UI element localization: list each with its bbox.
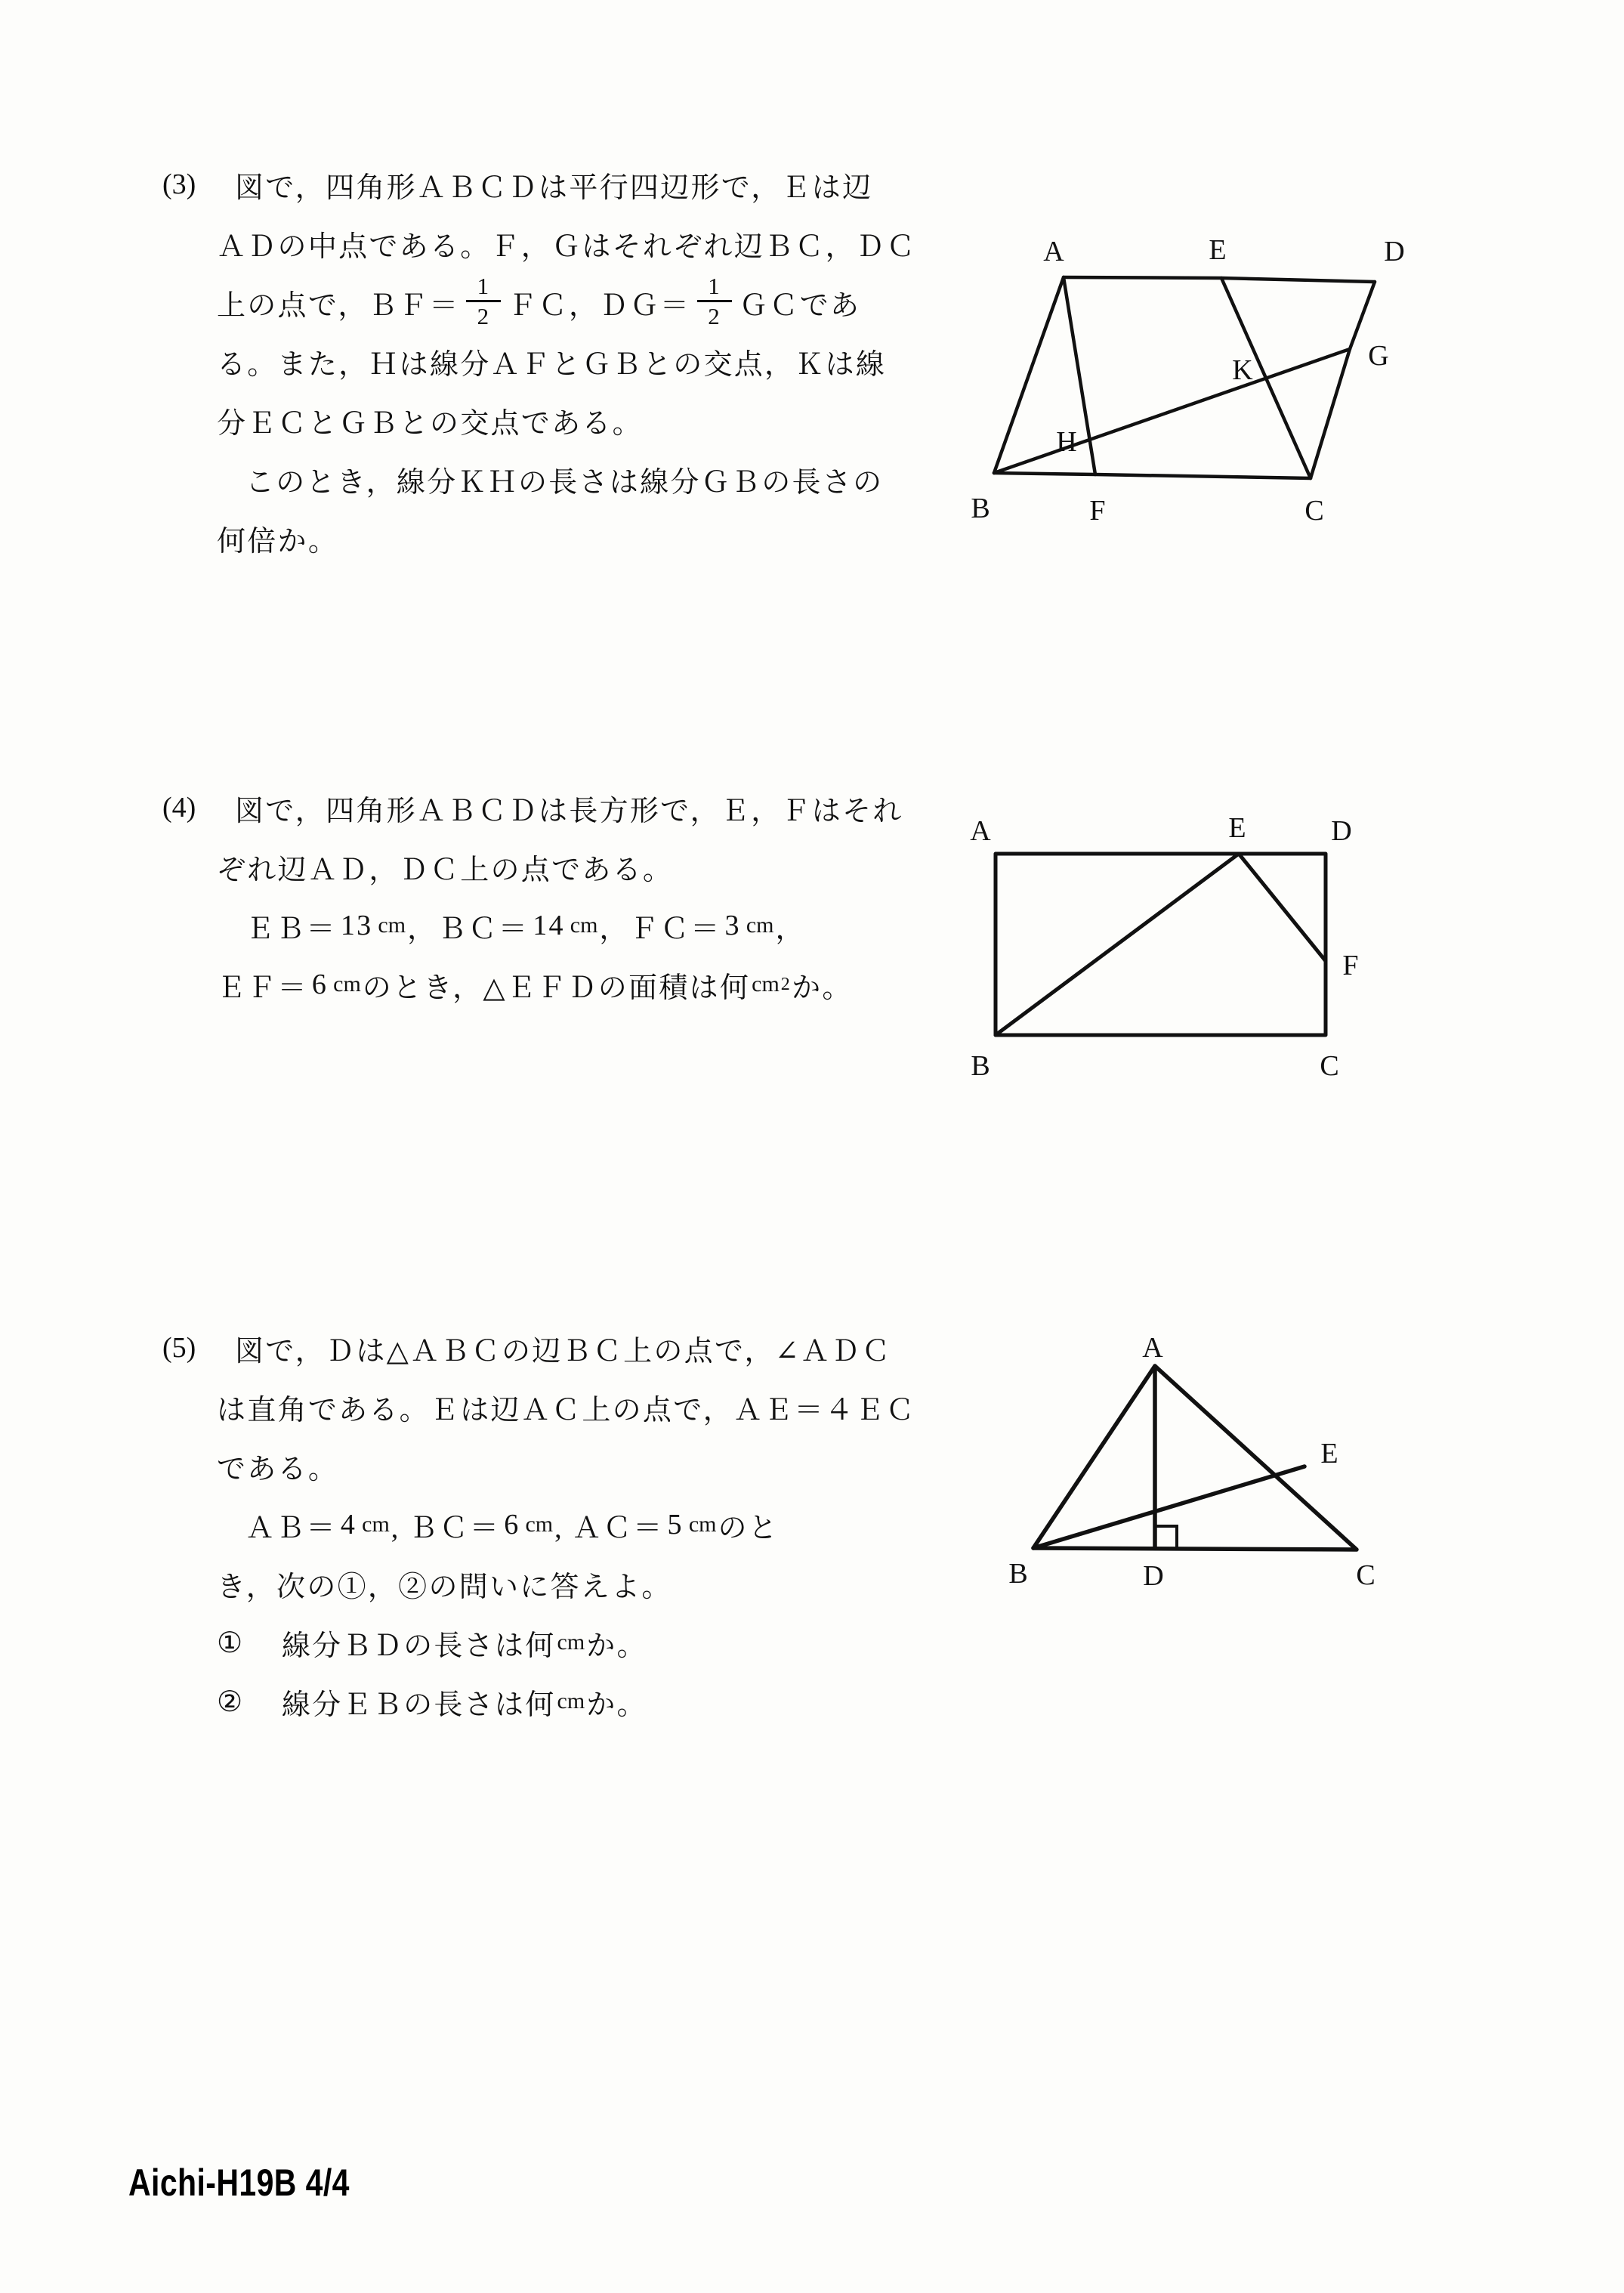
- fraction-one-half: [466, 274, 501, 328]
- text-segment: ぞれ辺ＡＤ，ＤＣ上の点である。: [217, 854, 674, 886]
- text-segment: か。: [586, 1630, 647, 1662]
- value-bc: 14: [533, 910, 565, 941]
- right-angle-mark: [1155, 1526, 1177, 1548]
- unit-cm: cm: [333, 972, 361, 997]
- label-A: A: [1142, 1332, 1163, 1364]
- rectangle-strokes: [996, 854, 1326, 1035]
- fraction-bar: [697, 300, 732, 302]
- fraction-denominator: 2: [708, 302, 722, 329]
- problem-3-line-7: [162, 508, 925, 567]
- value-bc: 6: [504, 1509, 520, 1541]
- fraction-numerator: 1: [708, 272, 722, 299]
- parallelogram-figure: [952, 219, 1435, 536]
- text-segment: のと: [718, 1512, 780, 1544]
- label-C: C: [1304, 495, 1324, 527]
- text-segment: このとき，線分ＫＨの長さは線分ＧＢの長さの: [245, 466, 884, 499]
- label-D: D: [1143, 1560, 1164, 1592]
- segment-GB: [994, 349, 1350, 473]
- problem-5-line-3: [162, 1436, 925, 1495]
- text-segment: 線分ＢＤの長さは何: [282, 1630, 556, 1662]
- fraction-denominator: 2: [477, 302, 491, 329]
- edge-BA: [994, 277, 1064, 473]
- label-E: E: [1320, 1438, 1338, 1469]
- problem-5-line-4: [162, 1495, 925, 1554]
- problem-5-line-2: [162, 1377, 925, 1436]
- problem-3-text: [162, 155, 925, 567]
- unit-cm: cm: [752, 972, 780, 997]
- label-D: D: [1384, 236, 1405, 267]
- problem-3-line-3: [162, 273, 925, 332]
- label-B: B: [1008, 1558, 1028, 1590]
- rect-ABCD: [996, 854, 1326, 1035]
- unit-cm: cm: [378, 913, 406, 938]
- value-ab: 4: [340, 1509, 357, 1541]
- value-eb: 13: [340, 910, 373, 941]
- problem-3-line-4: [162, 332, 925, 391]
- unit-cm: cm: [557, 1630, 585, 1655]
- problem-5-text: [162, 1318, 925, 1731]
- fraction-one-half: [697, 274, 732, 328]
- text-segment: 線分ＥＢの長さは何: [282, 1689, 556, 1721]
- text-segment: 分ＥＣとＧＢとの交点である。: [217, 407, 643, 440]
- problem-5-line-5: [162, 1554, 925, 1613]
- label-A: A: [1043, 236, 1064, 267]
- text-segment: ，: [775, 913, 806, 945]
- label-D: D: [1331, 815, 1352, 847]
- problem-4-line-1: [162, 778, 925, 837]
- triangle-figure: [974, 1332, 1428, 1592]
- text-segment: である。: [217, 1453, 339, 1485]
- unit-cm: cm: [570, 913, 598, 938]
- text-segment: ＡＤの中点である。Ｆ，Ｇはそれぞれ辺ＢＣ，ＤＣ: [217, 230, 917, 263]
- rectangle-figure: [952, 808, 1405, 1096]
- text-segment: は直角である。Ｅは辺ＡＣ上の点で，ＡＥ＝４ＥＣ: [217, 1394, 916, 1426]
- problem-5-line-1: [162, 1318, 925, 1377]
- edge-CB: [994, 473, 1311, 478]
- text-segment: か。: [586, 1689, 647, 1721]
- label-B: B: [971, 1050, 990, 1082]
- problem-4-line-4: ＥＦ＝ 6 cm のとき，△ＥＦＤの面積は何 cm 2 か。: [162, 955, 925, 1014]
- text-segment: 図で，Ｄは△ＡＢＣの辺ＢＣ上の点で，∠ＡＤＣ: [235, 1335, 892, 1367]
- problem-5-sub-2: [162, 1672, 925, 1731]
- label-G: G: [1368, 340, 1389, 372]
- label-C: C: [1320, 1050, 1339, 1082]
- problem-5-marker: (5): [162, 1332, 196, 1364]
- triangle-labels: [1008, 1332, 1375, 1592]
- sub-question-1-marker: ①: [217, 1627, 243, 1659]
- label-K: K: [1232, 354, 1253, 386]
- label-A: A: [970, 815, 991, 847]
- problem-4-text: [162, 778, 925, 1014]
- fraction-numerator: 1: [477, 272, 491, 299]
- text-segment: 何倍か。: [217, 525, 339, 558]
- label-H: H: [1056, 426, 1077, 458]
- edge-AD: [1064, 277, 1375, 282]
- unit-cm: cm: [525, 1512, 554, 1537]
- label-B: B: [971, 493, 990, 524]
- unit-cm: cm: [746, 913, 774, 938]
- text-segment: 上の点で，ＢＦ＝: [217, 289, 460, 322]
- value-ac: 5: [667, 1509, 684, 1541]
- text-segment: ＧＣであ: [739, 289, 861, 322]
- text-segment: き，次の①，②の問いに答えよ。: [217, 1571, 672, 1603]
- unit-cm: cm: [362, 1512, 390, 1537]
- label-F: F: [1089, 495, 1106, 527]
- label-E: E: [1209, 234, 1227, 266]
- unit-cm: cm: [557, 1689, 585, 1714]
- text-segment: 図で，四角形ＡＢＣＤは平行四辺形で，Ｅは辺: [235, 172, 873, 204]
- text-segment: る。また，Ｈは線分ＡＦとＧＢとの交点，Ｋは線: [217, 348, 887, 381]
- edge-DC: [1311, 282, 1375, 478]
- text-segment: ，ＦＣ＝: [599, 913, 721, 945]
- problem-3-line-2: [162, 214, 925, 273]
- text-segment: 図で，四角形ＡＢＣＤは長方形で，Ｅ，Ｆはそれ: [235, 795, 903, 827]
- problem-5-sub-1: [162, 1613, 925, 1672]
- problem-4-line-3: [162, 896, 925, 955]
- problem-3-line-5: [162, 391, 925, 450]
- segment-BE: [1033, 1466, 1304, 1548]
- parallelogram-strokes: [994, 277, 1375, 478]
- value-ef: 6: [311, 969, 329, 1000]
- text-segment: か。: [792, 972, 853, 1004]
- text-segment: のとき，△ＥＦＤの面積は何: [362, 972, 751, 1004]
- text-segment: ＥＢ＝: [245, 913, 337, 945]
- fraction-bar: [466, 300, 501, 302]
- label-E: E: [1228, 812, 1246, 844]
- sub-question-2-marker: ②: [217, 1686, 243, 1718]
- problem-3-line-6: [162, 450, 925, 508]
- text-segment: , ＢＣ＝: [391, 1512, 501, 1544]
- label-F: F: [1342, 950, 1359, 981]
- problem-4-marker: (4): [162, 792, 196, 824]
- text-segment: , ＡＣ＝: [554, 1512, 664, 1544]
- problem-3-line-1: [162, 155, 925, 214]
- unit-cm: cm: [688, 1512, 717, 1537]
- text-segment: ，ＢＣ＝: [407, 913, 529, 945]
- text-segment: ＥＦ＝: [217, 972, 308, 1004]
- problem-3-marker: (3): [162, 168, 196, 200]
- text-segment: ＡＢ＝: [245, 1512, 337, 1544]
- triangle-ABC: [1033, 1366, 1357, 1550]
- page-footer-label: Aichi-H19B 4/4: [128, 2162, 350, 2204]
- text-segment: ＦＣ，ＤＧ＝: [508, 289, 691, 322]
- triangle-strokes: [1033, 1366, 1357, 1550]
- segment-EF: [1239, 854, 1326, 961]
- segment-BE: [996, 854, 1239, 1035]
- label-C: C: [1356, 1559, 1375, 1591]
- value-fc: 3: [724, 910, 741, 941]
- problem-4-line-2: [162, 837, 925, 896]
